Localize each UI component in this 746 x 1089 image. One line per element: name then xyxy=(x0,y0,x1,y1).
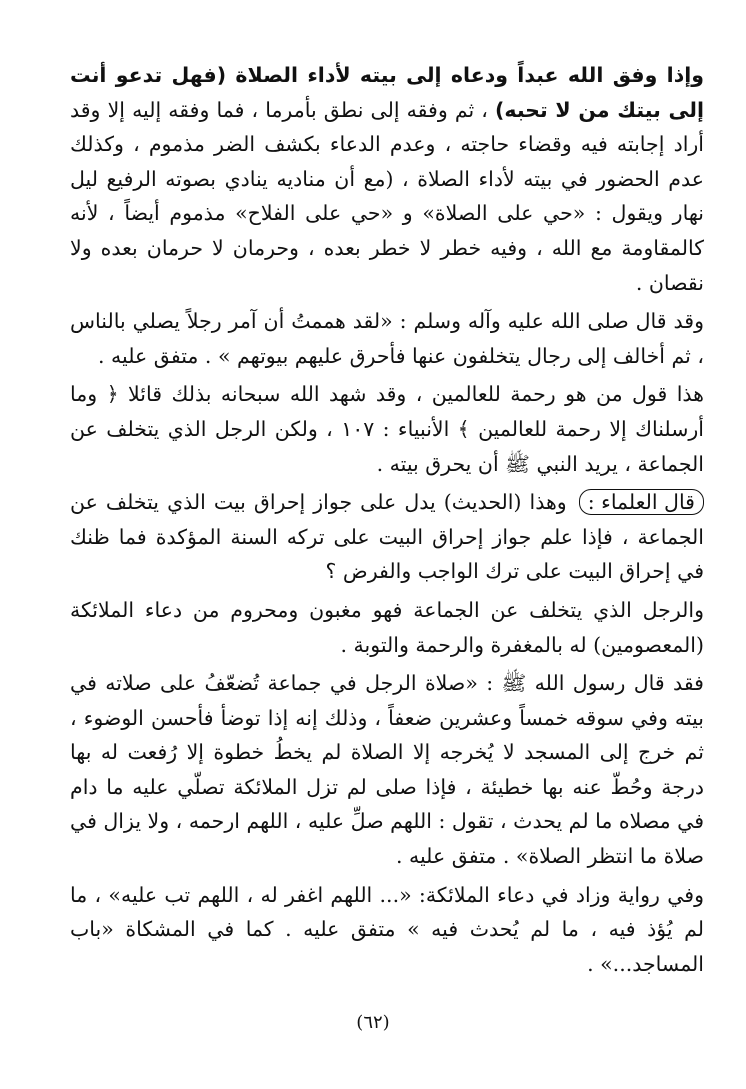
page-number: (٦٢) xyxy=(356,1012,390,1033)
paragraph-4 xyxy=(70,485,704,589)
section-heading: وإذا وفق الله عبداً ودعاه إلى بيته لأداء الصلاة (فهل تدعو أنت إلى بيتك من لا تحبه) xyxy=(70,63,704,122)
paragraph-2-text: وقد قال صلى الله عليه وآله وسلم : «لقد هممتُ أن آمر رجلاً يصلي بالناس ، ثم أخالف إلى رجال يتخلفون عنها فأحرق عليهم بيوتهم » . متفق عليه . xyxy=(70,309,704,368)
paragraph-3 xyxy=(70,377,704,481)
paragraph-1 xyxy=(70,58,704,300)
paragraph-2 xyxy=(70,304,704,373)
paragraph-5 xyxy=(70,593,704,662)
paragraph-5-text: والرجل الذي يتخلف عن الجماعة فهو مغبون ومحروم من دعاء الملائكة (المعصومين) له بالمغفرة والرحمة والتوبة . xyxy=(70,597,704,657)
paragraph-7 xyxy=(70,878,704,982)
paragraph-6 xyxy=(70,666,704,874)
paragraph-3-text: هذا قول من هو رحمة للعالمين ، وقد شهد الله سبحانه بذلك قائلا ﴿ وما أرسلناك إلا رحمة للعالمين ﴾ الأنبياء : ١٠٧ ، ولكن الرجل الذي يتخلف عن الجماعة ، يريد النبي ﷺ أن يحرق بيته . xyxy=(70,382,704,476)
paragraph-6-text: فقد قال رسول الله ﷺ : «صلاة الرجل في جماعة تُضعّفُ على صلاته في بيته وفي سوقه خمساً وعشرين ضعفاً ، وذلك إنه إذا توضأ فأحسن الوضوء ، ثم خرج إلى المسجد لا يُخرجه إلا الصلاة لم يخطُ خطوة إلا رُفعت له بها درجة وحُطّ عنه بها خطيئة ، فإذا صلى لم تزل الملائكة تصلّي عليه ما دام في مصلاه ما لم يحدث ، تقول : اللهم صلِّ عليه ، اللهم ارحمه ، ولا يزال في صلاة ما انتظر الصلاة» . متفق عليه . xyxy=(70,671,704,869)
scholars-label-box: قال العلماء : xyxy=(579,489,704,515)
paragraph-4-text: وهذا (الحديث) يدل على جواز إحراق بيت الذي يتخلف عن الجماعة ، فإذا علم جواز إحراق البيت على تركه السنة المؤكدة فما ظنك في إحراق البيت على ترك الواجب والفرض ؟ xyxy=(70,490,704,584)
paragraph-7-text: وفي رواية وزاد في دعاء الملائكة: «... اللهم اغفر له ، اللهم تب عليه» ، ما لم يُؤذ فيه ، ما لم يُحدث فيه » متفق عليه . كما في المشكاة «باب المساجد...» . xyxy=(70,882,704,976)
page-body xyxy=(70,58,704,985)
paragraph-1-text: ، ثم وفقه إلى نطق بأمرما ، فما وفقه إليه إلا وقد أراد إجابته فيه وقضاء حاجته ، وعدم الدعاء بكشف الضر مذموم ، وكذلك عدم الحضور في بيته لأداء الصلاة ، (مع أن مناديه ينادي بصوته الرفيع ليل نهار ويقول : «حي على الصلاة» و «حي على الفلاح» مذموم أيضاً ، لأنه كالمقاومة مع الله ، وفيه خطر لا خطر بعده ، وحرمان لا حرمان بعده ولا نقصان . xyxy=(70,97,704,295)
